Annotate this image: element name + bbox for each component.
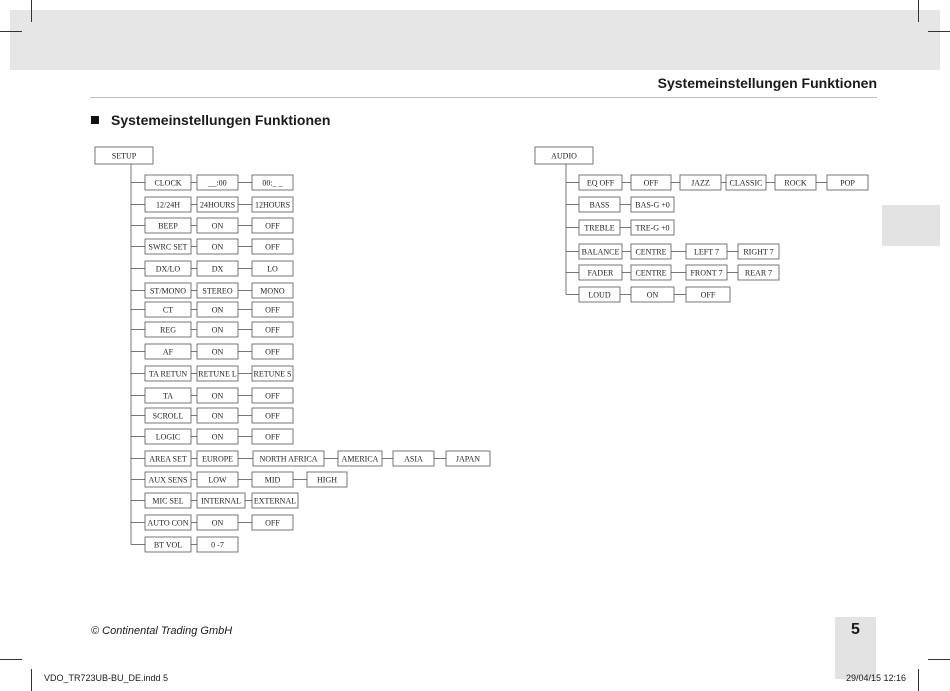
- option-value-label: OFF: [265, 518, 280, 528]
- option-value-label: OFF: [700, 290, 716, 300]
- menu-item-label: CLOCK: [154, 178, 182, 188]
- option-value-label: LO: [267, 264, 278, 274]
- menu-item-label: AREA SET: [149, 454, 187, 464]
- option-value-label: OFF: [265, 325, 280, 335]
- option-value-label: ON: [211, 347, 224, 357]
- option-value-label: LOW: [208, 475, 227, 485]
- option-value-label: EUROPE: [201, 454, 234, 464]
- option-value-label: CLASSIC: [729, 178, 763, 188]
- option-value-label: FRONT 7: [690, 268, 723, 278]
- option-value-label: ROCK: [784, 178, 807, 188]
- menu-item-label: BALANCE: [581, 247, 620, 257]
- option-value-label: LEFT 7: [694, 247, 719, 257]
- menu-item-label: TA RETUN: [148, 369, 188, 379]
- menu-item-label: SCROLL: [152, 411, 184, 421]
- option-value-label: DX: [211, 264, 224, 274]
- menu-item-label: CT: [162, 305, 174, 315]
- option-value-label: RETUNE L: [198, 369, 237, 379]
- option-value-label: ON: [211, 242, 224, 252]
- section-title: Systemeinstellungen Funktionen: [111, 112, 331, 128]
- menu-item-label: SWRC SET: [148, 242, 188, 252]
- menu-item-label: DX/LO: [155, 264, 181, 274]
- option-value-label: EXTERNAL: [253, 496, 297, 506]
- option-value-label: ON: [211, 391, 224, 401]
- header-title: Systemeinstellungen Funktionen: [657, 75, 877, 91]
- menu-item-label: TREBLE: [584, 223, 615, 233]
- option-value-label: ON: [211, 432, 224, 442]
- menu-item-label: ST/MONO: [149, 286, 187, 296]
- option-value-label: OFF: [265, 432, 280, 442]
- option-value-label: RIGHT 7: [743, 247, 774, 257]
- menu-item-label: AF: [162, 347, 174, 357]
- option-value-label: OFF: [265, 305, 280, 315]
- menu-item-label: LOGIC: [155, 432, 181, 442]
- option-value-label: OFF: [265, 221, 280, 231]
- option-value-label: INTERNAL: [201, 496, 241, 506]
- menu-item-label: BEEP: [158, 221, 178, 231]
- menu-item-label: MIC SEL: [152, 496, 184, 506]
- option-value-label: __:00: [208, 178, 227, 188]
- option-value-label: OFF: [265, 347, 280, 357]
- option-value-label: JAZZ: [691, 178, 710, 188]
- option-value-label: ON: [211, 518, 224, 528]
- menu-item-label: AUTO CON: [147, 518, 189, 528]
- menu-item-label: EQ OFF: [586, 178, 615, 188]
- option-value-label: RETUNE S: [253, 369, 292, 379]
- option-value-label: ON: [646, 290, 659, 300]
- option-value-label: OFF: [265, 411, 280, 421]
- menu-item-label: BT VOL: [153, 540, 183, 550]
- option-value-label: ON: [211, 221, 224, 231]
- option-value-label: ON: [211, 411, 224, 421]
- slug-date: 29/04/15 12:16: [846, 673, 907, 683]
- option-value-label: CENTRE: [635, 247, 667, 257]
- option-value-label: CENTRE: [635, 268, 667, 278]
- option-value-label: REAR 7: [744, 268, 773, 278]
- menu-item-label: AUX SENS: [148, 475, 188, 485]
- menu-item-label: TA: [162, 391, 174, 401]
- root-node-label: SETUP: [111, 151, 137, 161]
- option-value-label: ON: [211, 305, 224, 315]
- option-value-label: AMERICA: [341, 454, 379, 464]
- option-value-label: TRE-G +0: [635, 223, 670, 233]
- option-value-label: 0 -7: [211, 540, 224, 550]
- option-value-label: MONO: [260, 286, 285, 296]
- option-value-label: 00:_ _: [262, 178, 283, 188]
- slug-filename: VDO_TR723UB-BU_DE.indd 5: [44, 673, 169, 683]
- option-value-label: ASIA: [404, 454, 423, 464]
- menu-item-label: BASS: [589, 200, 610, 210]
- option-value-label: BAS-G +0: [635, 200, 670, 210]
- menu-item-label: 12/24H: [156, 200, 180, 210]
- option-value-label: POP: [840, 178, 855, 188]
- option-value-label: 12HOURS: [254, 200, 291, 210]
- menu-item-label: REG: [160, 325, 176, 335]
- option-value-label: OFF: [643, 178, 659, 188]
- option-value-label: 24HOURS: [199, 200, 236, 210]
- menu-item-label: FADER: [587, 268, 614, 278]
- option-value-label: STEREO: [202, 286, 233, 296]
- page-number: 5: [851, 621, 860, 638]
- option-value-label: JAPAN: [455, 454, 481, 464]
- menu-item-label: LOUD: [588, 290, 611, 300]
- option-value-label: MID: [264, 475, 281, 485]
- root-node-label: AUDIO: [551, 151, 577, 161]
- option-value-label: ON: [211, 325, 224, 335]
- option-value-label: NORTH AFRICA: [259, 454, 318, 464]
- option-value-label: OFF: [265, 242, 280, 252]
- copyright: © Continental Trading GmbH: [91, 625, 233, 637]
- option-value-label: HIGH: [317, 475, 337, 485]
- option-value-label: OFF: [265, 391, 280, 401]
